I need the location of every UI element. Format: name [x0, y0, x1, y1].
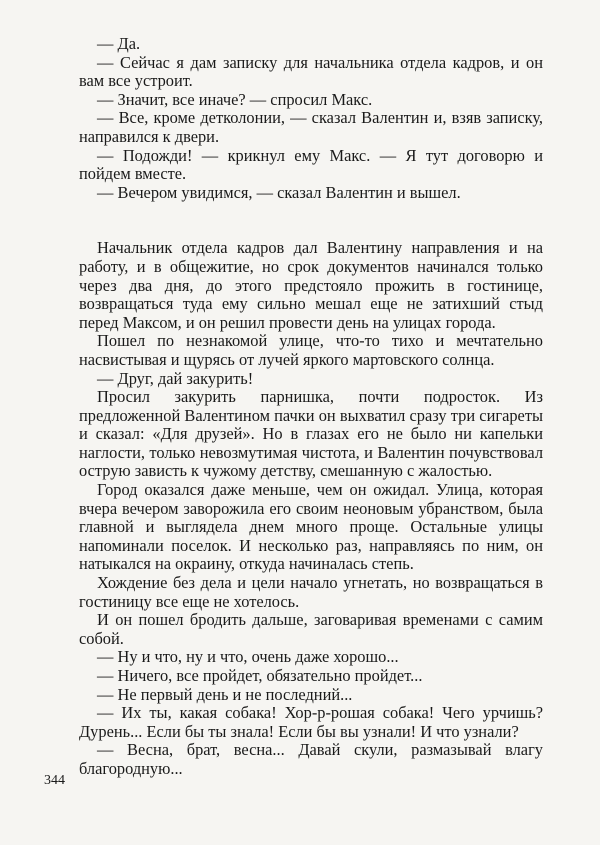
paragraph: — Не первый день и не последний...: [97, 684, 353, 704]
paragraph: — Ничего, все пройдет, обязательно пройдет...: [97, 666, 423, 685]
paragraph: И он пошел бродить дальше, заговаривая временами с самим собой.: [79, 610, 543, 648]
paragraph: — Да.: [97, 34, 141, 53]
paragraph: Просил закурить парнишка, почти подросток. Из предложенной Валентином пачки он выхватил сразу три сигареты и сказал: «Для друзей». Но в глазах его не было ни капельки наглости, только невозмутимая чистота, и Валентин почувствовал острую зависть к чужому детству, смешанную с жалостью.: [79, 387, 543, 481]
paragraph: — Друг, дай закурить!: [97, 368, 254, 388]
paragraph: Пошел по незнакомой улице, что-то тихо и мечтательно насвистывая и щурясь от лучей яркого мартовского солнца.: [79, 331, 543, 369]
paragraph: — Сейчас я дам записку для начальника отдела кадров, и он вам все устроит.: [79, 52, 543, 91]
page-number: 344: [44, 773, 65, 788]
section-break: [79, 202, 543, 239]
paragraph: — Вечером увидимся, — сказал Валентин и вышел.: [97, 182, 461, 202]
paragraph: — Все, кроме детколонии, — сказал Валентин и, взяв записку, направился к двери.: [79, 108, 543, 146]
page-text: [79, 35, 543, 779]
paragraph: — Подожди! — крикнул ему Макс. — Я тут договорю и пойдем вместе.: [79, 145, 543, 184]
paragraph: — Ну и что, ну и что, очень даже хорошо...: [97, 647, 399, 667]
paragraph: Город оказался даже меньше, чем он ожидал. Улица, которая вчера вечером заворожила его своим неоновым убранством, была главной и выглядела днем много проще. Остальные улицы напоминали поселок. И несколько раз, направляясь по ним, он натыкался на окраину, откуда начиналась степь.: [79, 480, 543, 574]
paragraph: Хождение без дела и цели начало угнетать, но возвращаться в гостиницу все еще не хотелось.: [79, 573, 543, 611]
paragraph: — Их ты, какая собака! Хор-р-рошая собака! Чего урчишь? Дурень... Если бы ты знала! Если бы вы узнали! И что узнали?: [79, 703, 543, 741]
paragraph: — Значит, все иначе? — спросил Макс.: [97, 89, 373, 109]
paragraph: Начальник отдела кадров дал Валентину направления и на работу, и в общежитие, но срок документов начинался только через два дня, до этого предстояло прожить в гостинице, возвращаться туда ему сильно мешал еще не затихший стыд перед Максом, и он решил провести день на улицах города.: [79, 238, 543, 332]
paragraph: — Весна, брат, весна... Давай скули, размазывай влагу благородную...: [79, 740, 543, 778]
